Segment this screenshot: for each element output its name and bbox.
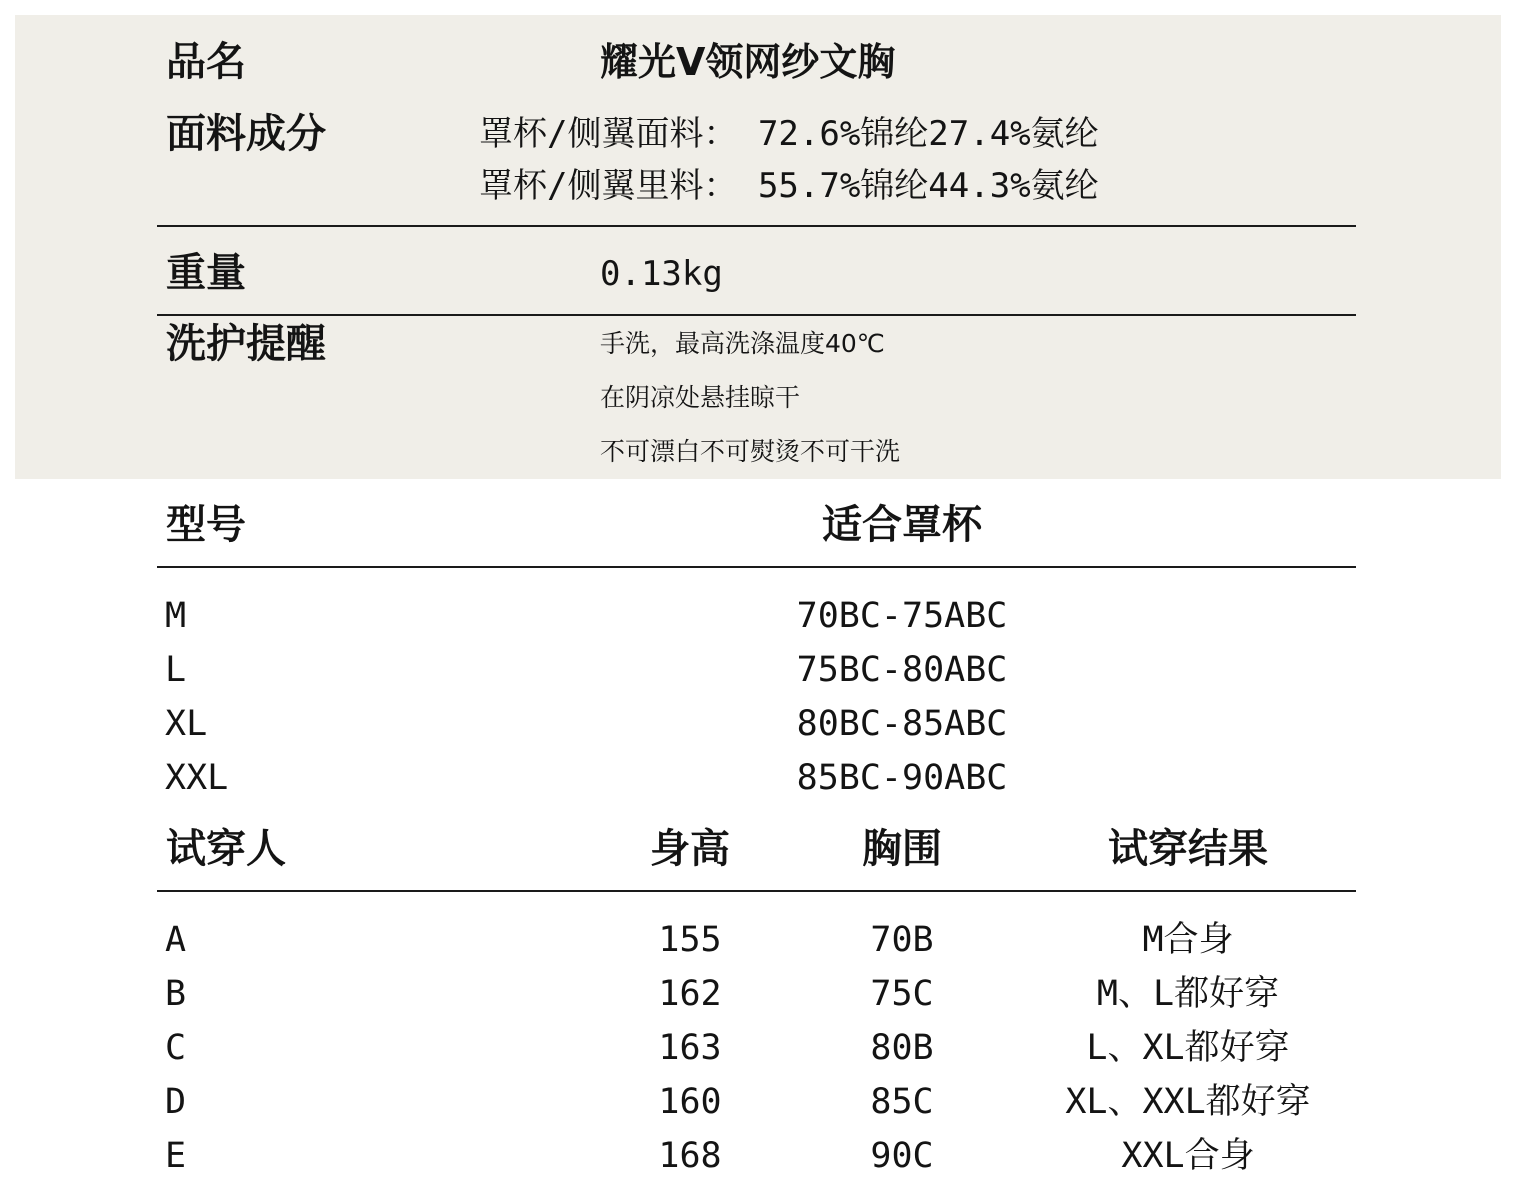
trial-height-cell: 155 [658, 920, 722, 960]
trial-bust-cell: 70B [870, 920, 934, 960]
product-name-value: 耀光V领网纱文胸 [600, 40, 896, 84]
product-name-label: 品名 [166, 39, 246, 85]
fabric-label: 面料成分 [166, 111, 326, 157]
size-cup-cell: 85BC-90ABC [796, 758, 1008, 798]
trial-bust-cell: 75C [870, 974, 934, 1014]
size-model-cell: L [165, 650, 187, 690]
trial-tester-cell: B [165, 974, 187, 1014]
weight-value: 0.13kg [600, 254, 723, 294]
trial-bust-cell: 85C [870, 1082, 934, 1122]
trial-table-header-bust: 胸围 [862, 826, 942, 872]
care-label: 洗护提醒 [166, 321, 326, 367]
divider [157, 566, 1356, 568]
trial-result-cell: XXL合身 [1121, 1136, 1255, 1176]
trial-height-cell: 162 [658, 974, 722, 1014]
trial-table-header-height: 身高 [650, 826, 730, 872]
size-model-cell: M [165, 596, 187, 636]
trial-height-cell: 168 [658, 1136, 722, 1176]
fabric-line-1: 罩杯/侧翼面料： 72.6%锦纶27.4%氨纶 [479, 114, 1099, 154]
divider [157, 225, 1356, 227]
trial-result-cell: L、XL都好穿 [1086, 1028, 1290, 1068]
trial-result-cell: M、L都好穿 [1096, 974, 1280, 1014]
weight-label: 重量 [166, 250, 246, 296]
trial-tester-cell: A [165, 920, 187, 960]
care-line-1: 手洗，最高洗涤温度40℃ [600, 329, 885, 358]
divider [157, 314, 1356, 316]
care-line-2: 在阴凉处悬挂晾干 [600, 383, 801, 412]
trial-tester-cell: D [165, 1082, 187, 1122]
trial-bust-cell: 90C [870, 1136, 934, 1176]
size-cup-cell: 80BC-85ABC [796, 704, 1008, 744]
trial-result-cell: XL、XXL都好穿 [1065, 1082, 1311, 1122]
size-table-header-model: 型号 [166, 502, 246, 548]
trial-table-header-tester: 试穿人 [166, 826, 286, 872]
trial-height-cell: 163 [658, 1028, 722, 1068]
size-cup-cell: 75BC-80ABC [796, 650, 1008, 690]
size-model-cell: XL [165, 704, 208, 744]
trial-tester-cell: E [165, 1136, 187, 1176]
size-cup-cell: 70BC-75ABC [796, 596, 1008, 636]
size-table-header-cup: 适合罩杯 [822, 502, 982, 548]
divider [157, 890, 1356, 892]
trial-table-header-result: 试穿结果 [1108, 826, 1268, 872]
trial-bust-cell: 80B [870, 1028, 934, 1068]
care-line-3: 不可漂白不可熨烫不可干洗 [600, 437, 901, 466]
trial-result-cell: M合身 [1142, 920, 1234, 960]
size-model-cell: XXL [165, 758, 229, 798]
trial-height-cell: 160 [658, 1082, 722, 1122]
fabric-line-2: 罩杯/侧翼里料： 55.7%锦纶44.3%氨纶 [479, 166, 1099, 206]
trial-tester-cell: C [165, 1028, 187, 1068]
